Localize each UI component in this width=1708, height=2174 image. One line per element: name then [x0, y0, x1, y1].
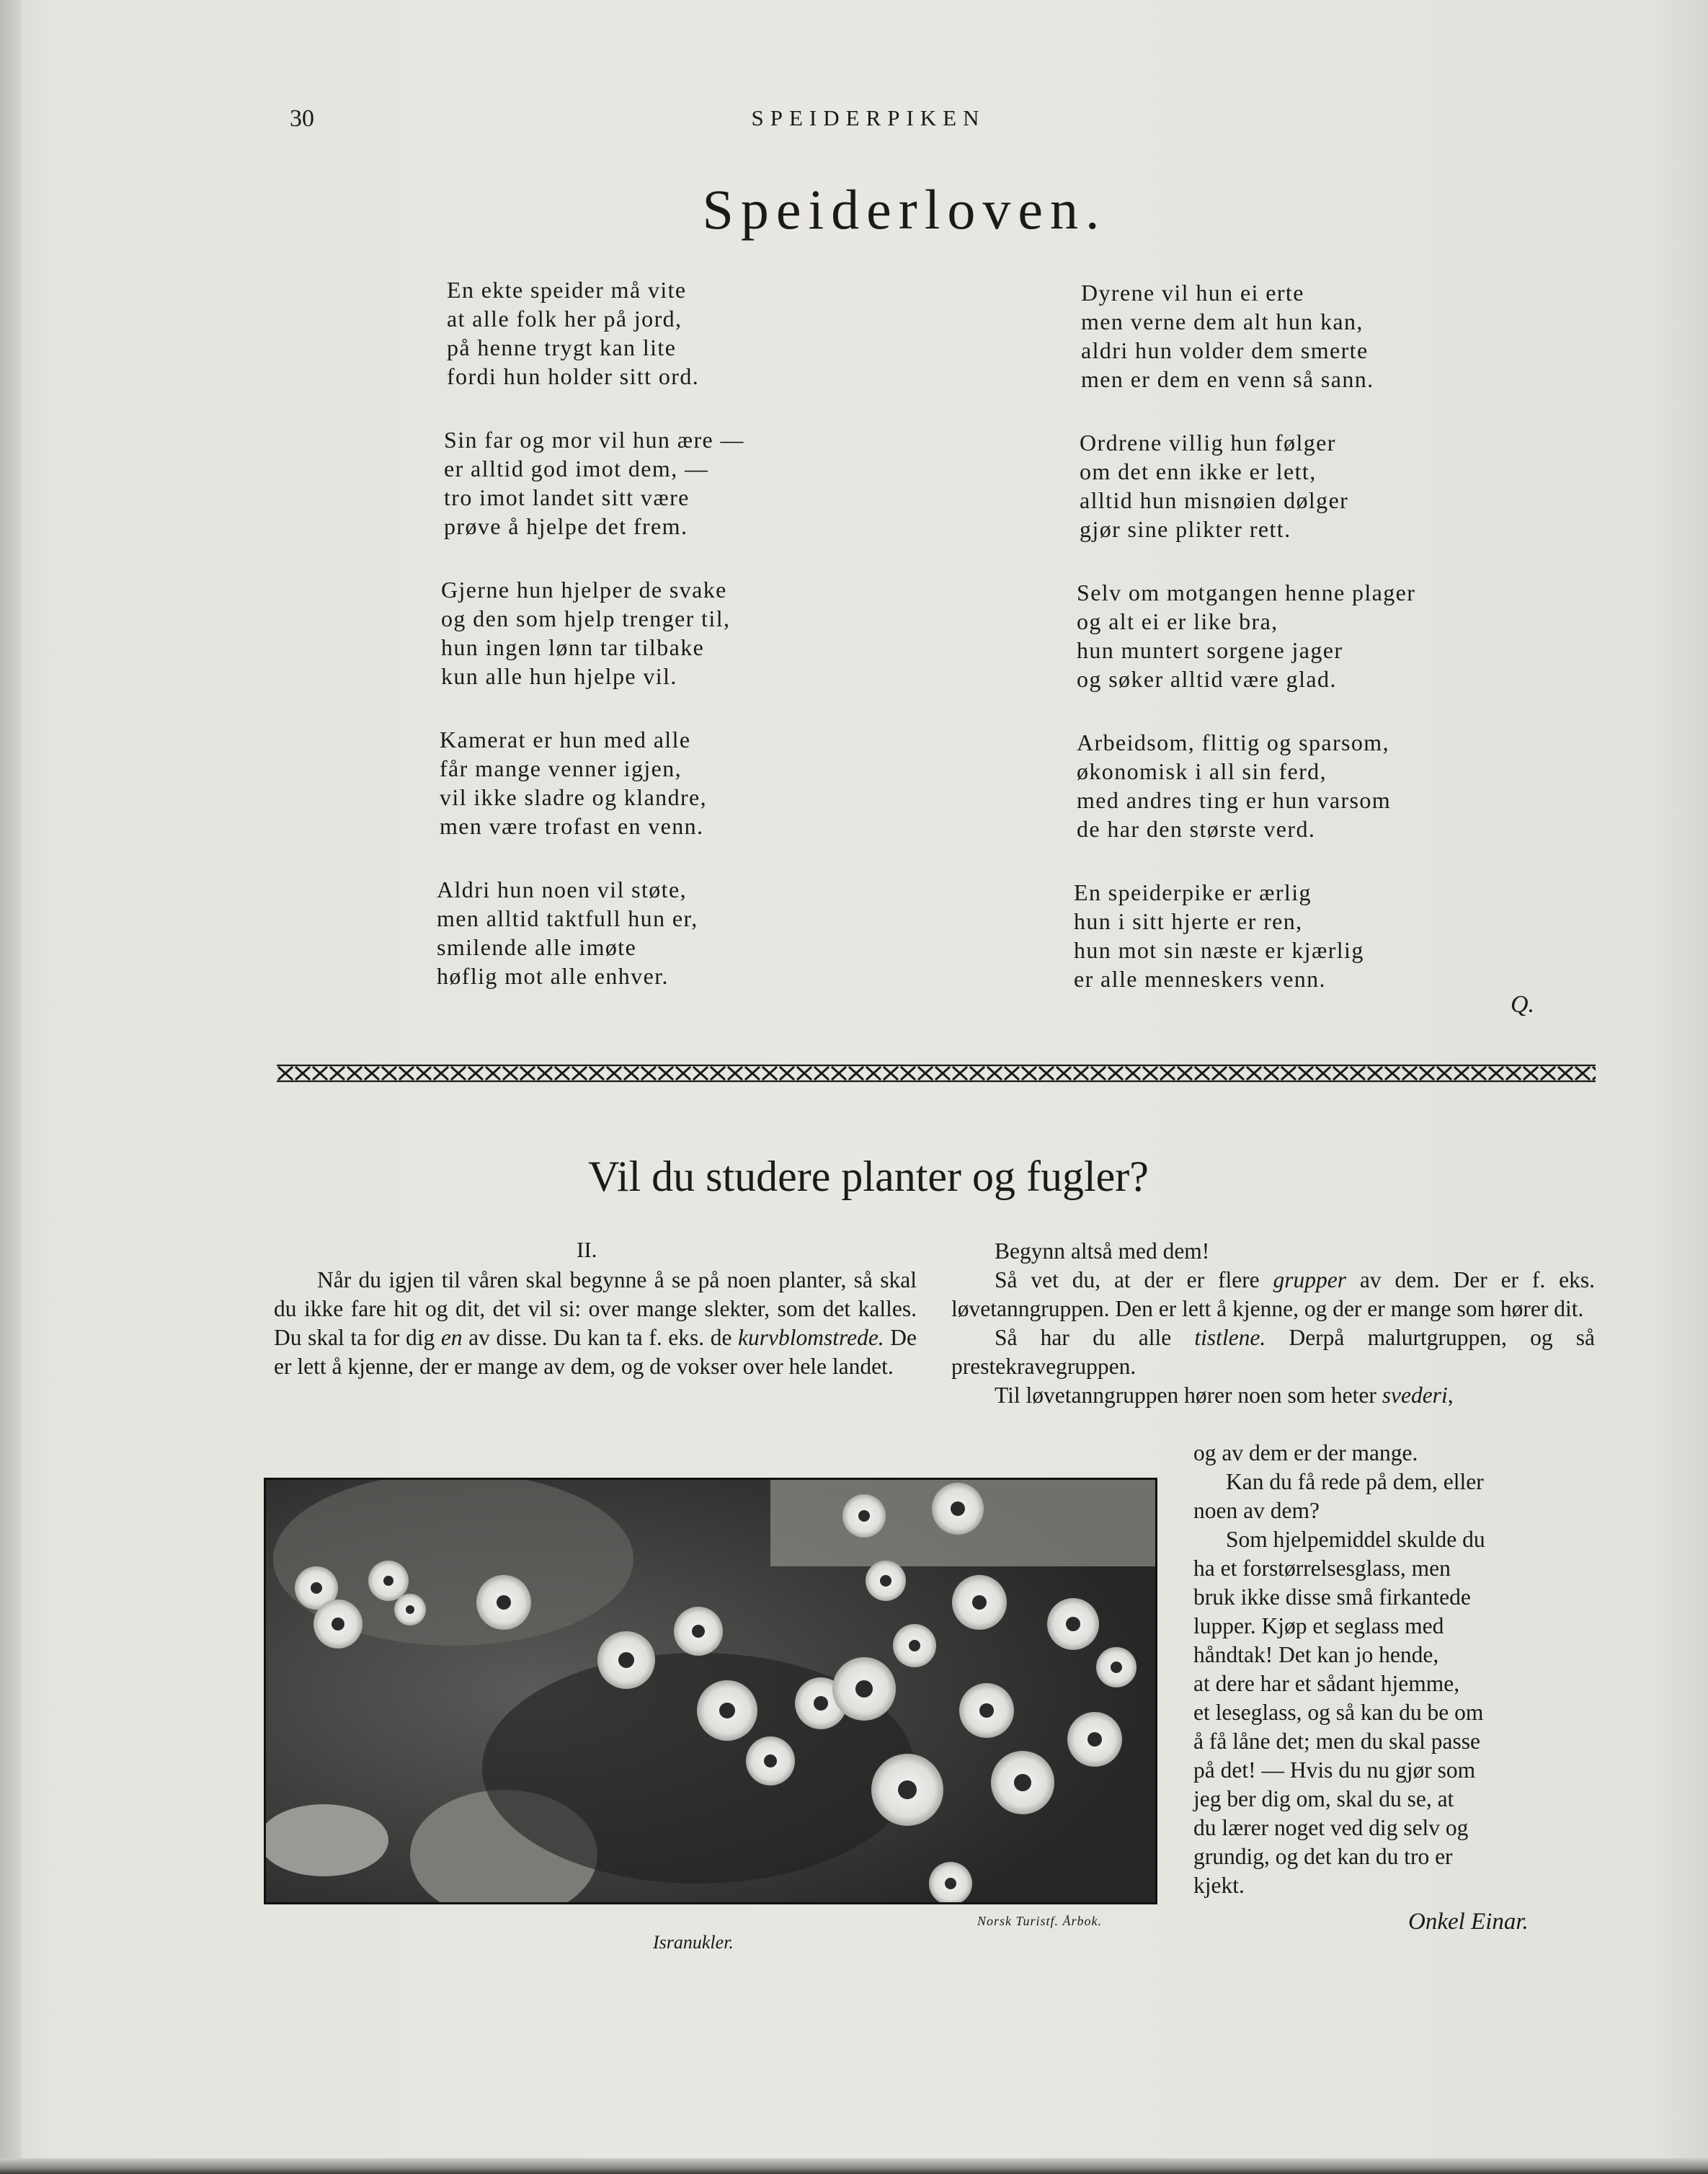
text-line: jeg ber dig om, skal du se, at — [1193, 1786, 1454, 1811]
section-number: II. — [577, 1237, 597, 1262]
poem-stanza: Dyrene vil hun ei erte men verne dem alt hun kan, aldri hun volder dem smerte men er dem en venn så sann. — [1081, 280, 1374, 392]
text-line: Som hjelpemiddel skulde du — [1226, 1527, 1485, 1552]
text-run: av disse. Du kan ta f. eks. de — [462, 1325, 739, 1350]
photo-caption: Isranukler. — [653, 1932, 734, 1953]
text-line: kjekt. — [1193, 1873, 1245, 1898]
text-line: et leseglass, og så kan du be om — [1193, 1700, 1484, 1725]
flower-illustration — [266, 1480, 1155, 1902]
page-edge-bottom — [0, 2158, 1708, 2174]
text-line: ha et forstørrelsesglass, men — [1193, 1556, 1451, 1581]
text-line: å få låne det; men du skal passe — [1193, 1729, 1480, 1754]
poem-stanza: En ekte speider må vite at alle folk her på jord, på henne trygt kan lite fordi hun holder sitt ord. — [447, 277, 700, 389]
text-line: du lærer noget ved dig selv og — [1193, 1815, 1469, 1840]
article-paragraph — [951, 1323, 1595, 1381]
text-run-italic: tistlene. — [1194, 1325, 1266, 1350]
text-line: noen av dem? — [1193, 1498, 1320, 1523]
article-column-narrow — [1193, 1439, 1595, 1900]
article-paragraph — [951, 1381, 1595, 1410]
text-run: De er lett å kjenne, der er mange av dem, og de vokser over hele landet. — [274, 1325, 917, 1379]
text-run-italic: svederi — [1382, 1383, 1448, 1408]
article-paragraph — [951, 1266, 1595, 1323]
text-run: Derpå malurtgruppen, og så prestekravegruppen. — [951, 1325, 1595, 1379]
text-line: på det! — Hvis du nu gjør som — [1193, 1757, 1476, 1783]
text-line: grundig, og det kan du tro er — [1193, 1844, 1453, 1869]
article-paragraph: Begynn altså med dem! — [995, 1238, 1210, 1264]
text-run: Når du igjen til våren skal begynne å se på noen planter, så skal du ikke fare hit og dit, det vil si: over mange slekter, som det kalles. Du skal ta for dig — [274, 1267, 917, 1350]
text-run: av dem. Der er f. eks. løvetanngruppen. Den er lett å kjenne, og der er mange som hører dit. — [951, 1267, 1595, 1321]
photo-credit: Norsk Turistf. Årbok. — [977, 1914, 1103, 1928]
poem-stanza: Arbeidsom, flittig og sparsom, økonomisk i all sin ferd, med andres ting er hun varsom de har den største verd. — [1077, 729, 1392, 842]
text-run-italic: kurvblomstrede. — [738, 1325, 884, 1350]
ornamental-divider — [277, 1064, 1596, 1083]
page-edge-left — [0, 0, 22, 2174]
poem-stanza: Aldri hun noen vil støte, men alltid taktfull hun er, smilende alle imøte høflig mot alle enhver. — [437, 877, 698, 989]
text-line: Kan du få rede på dem, eller — [1226, 1469, 1484, 1494]
text-run: , — [1447, 1383, 1454, 1408]
text-line: bruk ikke disse små firkantede — [1193, 1584, 1471, 1610]
text-line: og av dem er der mange. — [1193, 1440, 1418, 1465]
poem-stanza: Sin far og mor vil hun ære — er alltid god imot dem, — tro imot landet sitt være prøve å hjelpe det frem. — [444, 427, 744, 539]
poem-stanza: Selv om motgangen henne plager og alt ei er like bra, hun muntert sorgene jager og søker alltid være glad. — [1077, 580, 1416, 692]
text-run-italic: en — [440, 1325, 463, 1350]
poem-title: Speiderloven. — [702, 178, 1107, 241]
page-number: 30 — [290, 105, 314, 132]
text-run: Så har du alle — [995, 1325, 1195, 1350]
text-run: Så vet du, at der er flere — [995, 1267, 1273, 1292]
text-run-italic: grupper — [1273, 1267, 1347, 1292]
poem-stanza: En speiderpike er ærlig hun i sitt hjerte er ren, hun mot sin næste er kjærlig er alle menneskers venn. — [1074, 879, 1364, 992]
article-title: Vil du studere planter og fugler? — [588, 1153, 1149, 1200]
poem-stanza: Ordrene villig hun følger om det enn ikke er lett, alltid hun misnøien dølger gjør sine plikter rett. — [1080, 430, 1349, 542]
poem-stanza: Kamerat er hun med alle får mange venner igjen, vil ikke sladre og klandre, men være trofast en venn. — [440, 727, 708, 839]
article-column-right — [951, 1237, 1595, 1410]
text-run: Til løvetanngruppen hører noen som heter — [995, 1383, 1382, 1408]
running-head: SPEIDERPIKEN — [751, 105, 986, 130]
poem-stanza: Gjerne hun hjelper de svake og den som hjelp trenger til, hun ingen lønn tar tilbake kun alle hun hjelpe vil. — [441, 577, 731, 689]
article-paragraph — [274, 1266, 917, 1381]
text-line: håndtak! Det kan jo hende, — [1193, 1642, 1439, 1667]
poem-signature: Q. — [1511, 991, 1535, 1018]
text-line: at dere har et sådant hjemme, — [1193, 1671, 1460, 1696]
flower-photo — [264, 1478, 1157, 1904]
text-line: lupper. Kjøp et seglass med — [1193, 1613, 1444, 1638]
article-signature: Onkel Einar. — [1408, 1909, 1529, 1935]
